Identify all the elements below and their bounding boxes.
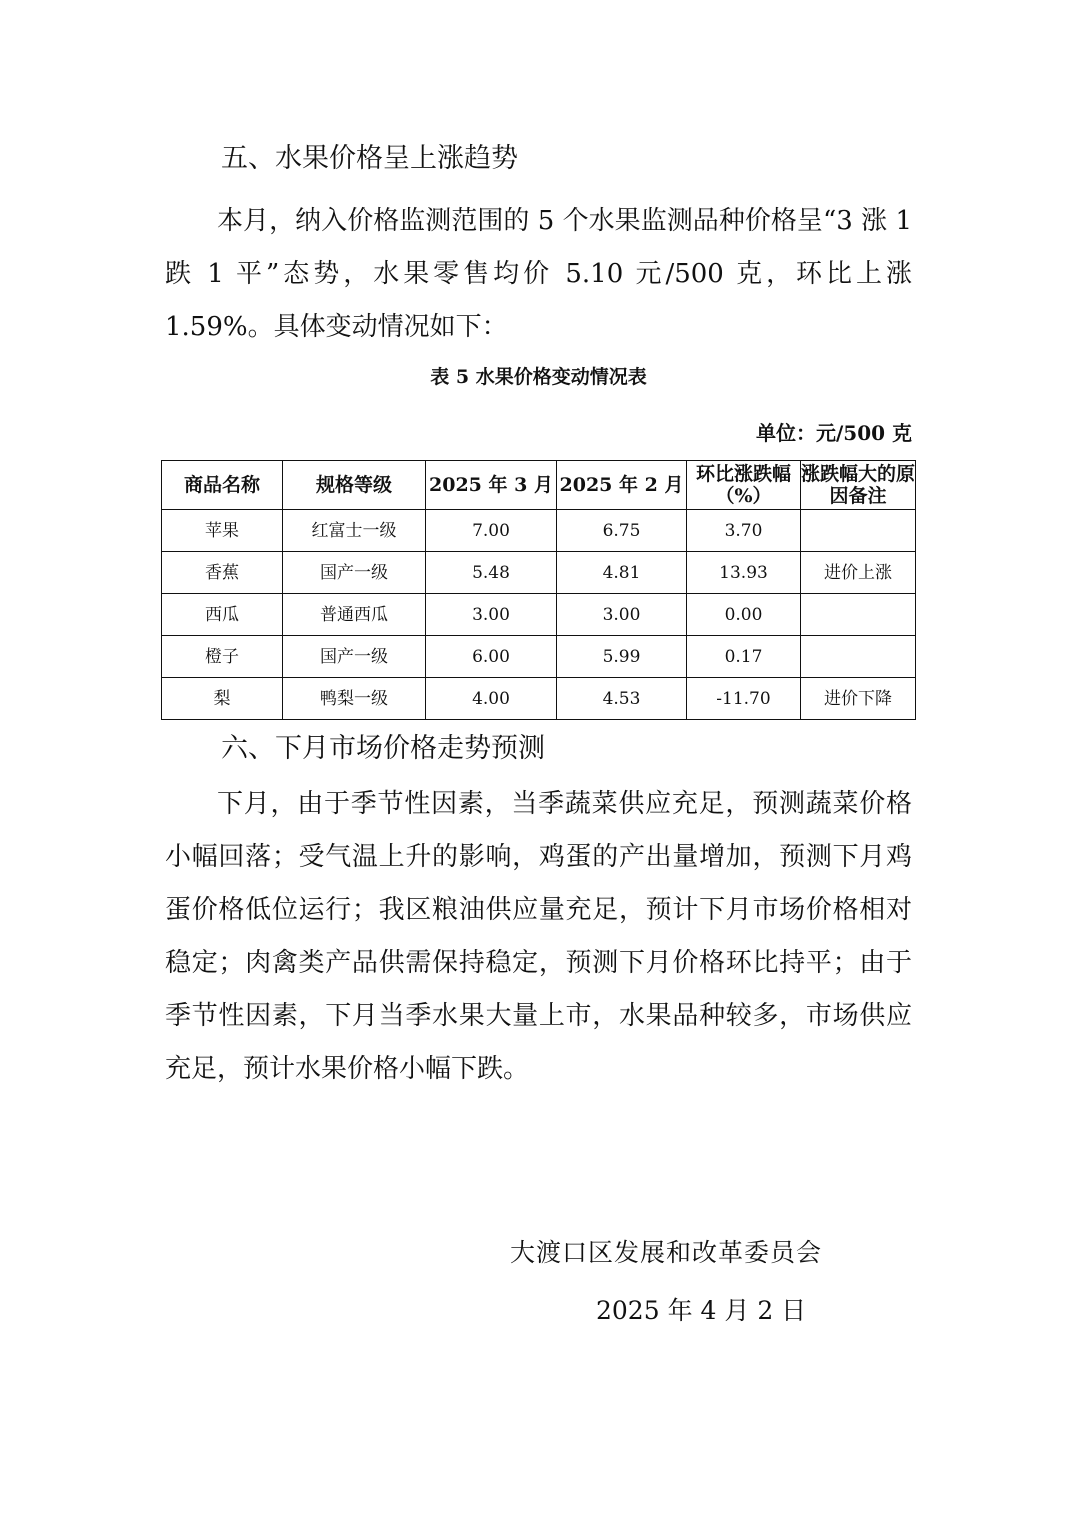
cell-reason-note [801,510,916,552]
cell-february-price: 4.53 [557,678,687,720]
table-row [162,510,916,552]
table-row [162,636,916,678]
cell-grade: 国产一级 [283,552,426,594]
cell-reason-note: 进价下降 [801,678,916,720]
table-row [162,552,916,594]
header-february-2025: 2025 年 2 月 [557,461,687,510]
cell-mom-change: 0.17 [687,636,801,678]
cell-mom-change: 13.93 [687,552,801,594]
document-date: 2025 年 4 月 2 日 [596,1296,807,1325]
cell-mom-change: 3.70 [687,510,801,552]
header-march-2025: 2025 年 3 月 [426,461,557,510]
header-grade: 规格等级 [283,461,426,510]
cell-march-price: 4.00 [426,678,557,720]
cell-reason-note: 进价上涨 [801,552,916,594]
fruit-price-table [161,460,916,720]
cell-march-price: 5.48 [426,552,557,594]
cell-grade: 红富士一级 [283,510,426,552]
issuing-organization: 大渡口区发展和改革委员会 [510,1238,823,1267]
table-row [162,594,916,636]
cell-february-price: 6.75 [557,510,687,552]
cell-product-name: 香蕉 [162,552,283,594]
cell-product-name: 西瓜 [162,594,283,636]
cell-march-price: 6.00 [426,636,557,678]
cell-product-name: 苹果 [162,510,283,552]
header-mom-change: 环比涨跌幅（%） [687,461,801,510]
table-row [162,678,916,720]
cell-product-name: 橙子 [162,636,283,678]
cell-february-price: 5.99 [557,636,687,678]
header-reason-note: 涨跌幅大的原因备注 [801,461,916,510]
section-heading-fruit-prices: 五、水果价格呈上涨趋势 [221,143,518,174]
table-unit-label: 单位：元/500 克 [755,421,912,445]
header-product-name: 商品名称 [162,461,283,510]
section-heading-next-month-forecast: 六、下月市场价格走势预测 [221,733,545,764]
cell-reason-note [801,594,916,636]
cell-march-price: 7.00 [426,510,557,552]
cell-mom-change: -11.70 [687,678,801,720]
cell-grade: 国产一级 [283,636,426,678]
cell-grade: 鸭梨一级 [283,678,426,720]
table-caption: 表 5 水果价格变动情况表 [430,366,647,388]
forecast-paragraph: 下月，由于季节性因素，当季蔬菜供应充足，预测蔬菜价格小幅回落；受气温上升的影响，鸡蛋的产出量增加，预测下月鸡蛋价格低位运行；我区粮油供应量充足，预计下月市场价格相对稳定；肉禽类产品供需保持稳定，预测下月价格环比持平；由于季节性因素，下月当季水果大量上市，水果品种较多，市场供应充足，预计水果价格小幅下跌。 [165,789,912,1084]
cell-product-name: 梨 [162,678,283,720]
table-header-row [162,461,916,510]
cell-february-price: 3.00 [557,594,687,636]
cell-february-price: 4.81 [557,552,687,594]
cell-march-price: 3.00 [426,594,557,636]
cell-reason-note [801,636,916,678]
fruit-price-summary-paragraph: 本月，纳入价格监测范围的 5 个水果监测品种价格呈“3 涨 1 跌 1 平”态势，水果零售均价 5.10 元/500 克，环比上涨 1.59%。具体变动情况如下： [165,206,912,342]
cell-mom-change: 0.00 [687,594,801,636]
cell-grade: 普通西瓜 [283,594,426,636]
